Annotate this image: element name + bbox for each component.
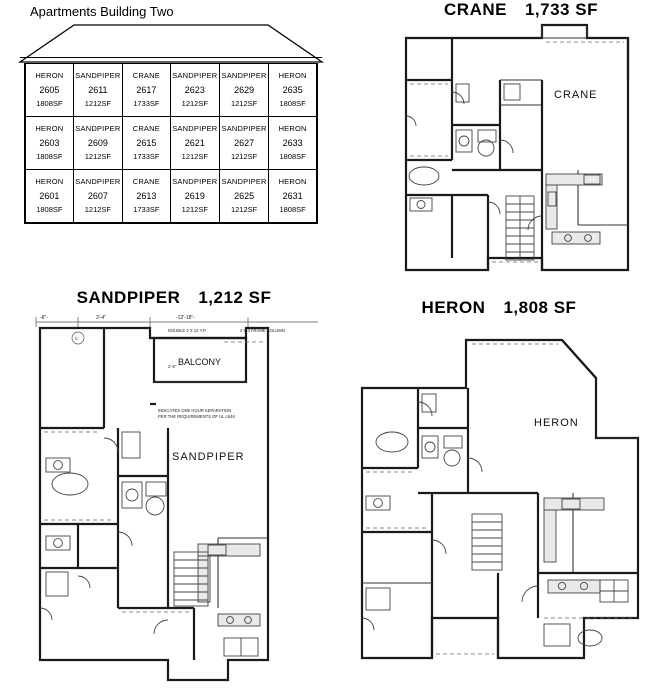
crane-area-text: 1,733 SF bbox=[524, 0, 598, 19]
crane-plan-panel bbox=[392, 0, 650, 292]
unit-cell[interactable] bbox=[170, 170, 219, 223]
unit-number: 2627 bbox=[234, 137, 255, 148]
unit-sf: 1808SF bbox=[36, 205, 63, 215]
unit-number: 2605 bbox=[39, 84, 60, 95]
svg-text:C: C bbox=[75, 336, 79, 341]
heron-plan-title bbox=[348, 298, 650, 318]
unit-number: 2609 bbox=[87, 137, 108, 148]
unit-name: CRANE bbox=[132, 123, 160, 133]
unit-number: 2623 bbox=[184, 84, 205, 95]
building-matrix-panel bbox=[8, 4, 338, 224]
unit-name: SANDPIPER bbox=[221, 70, 267, 80]
unit-number: 2635 bbox=[282, 84, 303, 95]
unit-cell[interactable] bbox=[123, 64, 171, 117]
heron-area-text: 1,808 SF bbox=[503, 298, 577, 317]
unit-sf: 1808SF bbox=[279, 205, 306, 215]
unit-name: SANDPIPER bbox=[221, 123, 267, 133]
unit-grid bbox=[25, 63, 317, 223]
unit-sf: 1212SF bbox=[230, 152, 258, 162]
crane-title-text: CRANE bbox=[444, 0, 507, 19]
sandpiper-plan-drawing bbox=[18, 308, 330, 690]
unit-sf: 1212SF bbox=[181, 99, 208, 109]
unit-name: CRANE bbox=[132, 176, 160, 186]
crane-room-label: CRANE bbox=[554, 89, 598, 101]
roof-graphic bbox=[16, 21, 326, 63]
unit-number: 2615 bbox=[136, 137, 157, 148]
unit-name: HERON bbox=[278, 123, 307, 133]
heron-plan-drawing bbox=[348, 318, 650, 690]
unit-sf: 1212SF bbox=[230, 99, 258, 109]
balcony-label: BALCONY bbox=[178, 357, 222, 367]
crane-plan-title bbox=[392, 0, 650, 20]
unit-sf: 1808SF bbox=[279, 99, 306, 109]
sandpiper-plan-title bbox=[18, 288, 330, 308]
unit-grid-wrapper bbox=[24, 63, 318, 224]
unit-sf: 1808SF bbox=[36, 99, 63, 109]
unit-number: 2611 bbox=[88, 84, 108, 95]
crane-floorplan-svg bbox=[392, 20, 650, 292]
unit-sf: 1212SF bbox=[181, 152, 208, 162]
unit-number: 2619 bbox=[184, 190, 205, 201]
sandpiper-room-label: SANDPIPER bbox=[172, 451, 245, 463]
unit-cell[interactable] bbox=[123, 170, 171, 223]
unit-cell[interactable] bbox=[26, 117, 74, 170]
table-row bbox=[26, 117, 317, 170]
dim-left: -8"- bbox=[40, 315, 48, 321]
unit-cell[interactable] bbox=[269, 117, 317, 170]
unit-sf: 1212SF bbox=[181, 205, 208, 215]
table-row bbox=[26, 64, 317, 117]
unit-name: SANDPIPER bbox=[172, 176, 218, 186]
dim-side: 2'-6" bbox=[168, 364, 177, 369]
unit-sf: 1212SF bbox=[230, 205, 258, 215]
unit-number: 2633 bbox=[282, 137, 303, 148]
unit-sf: 1733SF bbox=[133, 99, 160, 109]
dim-top-b: -12'-18"- bbox=[176, 315, 195, 321]
unit-cell[interactable] bbox=[219, 117, 268, 170]
heron-plan-panel bbox=[348, 298, 650, 690]
unit-number: 2629 bbox=[234, 84, 255, 95]
col-note-1: DOUBLE 2 X 12 Y.P. bbox=[168, 328, 207, 333]
unit-name: HERON bbox=[35, 176, 64, 186]
table-row bbox=[26, 170, 317, 223]
unit-number: 2613 bbox=[136, 190, 157, 201]
unit-sf: 1212SF bbox=[84, 99, 112, 109]
unit-number: 2603 bbox=[39, 137, 60, 148]
unit-name: HERON bbox=[35, 70, 64, 80]
unit-name: HERON bbox=[35, 123, 64, 133]
unit-cell[interactable] bbox=[269, 64, 317, 117]
unit-sf: 1808SF bbox=[279, 152, 306, 162]
unit-cell[interactable] bbox=[219, 64, 268, 117]
unit-sf: 1212SF bbox=[84, 205, 112, 215]
roof-svg bbox=[16, 21, 326, 63]
unit-cell[interactable] bbox=[26, 170, 74, 223]
unit-name: SANDPIPER bbox=[75, 123, 121, 133]
heron-room-label: HERON bbox=[534, 417, 579, 429]
unit-sf: 1808SF bbox=[36, 152, 63, 162]
separation-note-line2: PER THE REQUIREMENTS OF UL L546 bbox=[158, 414, 235, 419]
unit-cell[interactable] bbox=[73, 64, 122, 117]
unit-name: SANDPIPER bbox=[172, 123, 218, 133]
unit-name: SANDPIPER bbox=[221, 176, 267, 186]
sandpiper-plan-panel bbox=[18, 288, 330, 690]
unit-name: HERON bbox=[278, 176, 307, 186]
unit-cell[interactable] bbox=[219, 170, 268, 223]
heron-title-text: HERON bbox=[421, 298, 486, 317]
unit-name: SANDPIPER bbox=[75, 176, 121, 186]
unit-cell[interactable] bbox=[73, 170, 122, 223]
unit-number: 2607 bbox=[87, 190, 108, 201]
unit-number: 2631 bbox=[282, 190, 303, 201]
unit-number: 2625 bbox=[234, 190, 255, 201]
dim-top-a: 3'-4" bbox=[96, 315, 106, 321]
unit-sf: 1733SF bbox=[133, 152, 160, 162]
unit-number: 2601 bbox=[39, 190, 60, 201]
unit-sf: 1212SF bbox=[84, 152, 112, 162]
unit-name: SANDPIPER bbox=[172, 70, 218, 80]
unit-sf: 1733SF bbox=[133, 205, 160, 215]
unit-cell[interactable] bbox=[26, 64, 74, 117]
col-note-2: 2 X 4 FRAME COLUMN bbox=[240, 328, 285, 333]
unit-cell[interactable] bbox=[73, 117, 122, 170]
unit-number: 2617 bbox=[136, 84, 157, 95]
unit-cell[interactable] bbox=[123, 117, 171, 170]
unit-number: 2621 bbox=[184, 137, 205, 148]
heron-floorplan-svg bbox=[348, 318, 650, 690]
building-title: Apartments Building Two bbox=[30, 4, 174, 19]
crane-plan-drawing bbox=[392, 20, 650, 292]
unit-cell[interactable] bbox=[269, 170, 317, 223]
unit-name: HERON bbox=[278, 70, 307, 80]
unit-name: SANDPIPER bbox=[75, 70, 121, 80]
sandpiper-title-text: SANDPIPER bbox=[76, 288, 181, 307]
unit-cell[interactable] bbox=[170, 117, 219, 170]
separation-note-line1: INDICATES ONE HOUR SEPARATION bbox=[158, 408, 232, 413]
unit-cell[interactable] bbox=[170, 64, 219, 117]
sandpiper-area-text: 1,212 SF bbox=[198, 288, 272, 307]
unit-name: CRANE bbox=[132, 70, 160, 80]
sandpiper-floorplan-svg bbox=[18, 308, 330, 690]
